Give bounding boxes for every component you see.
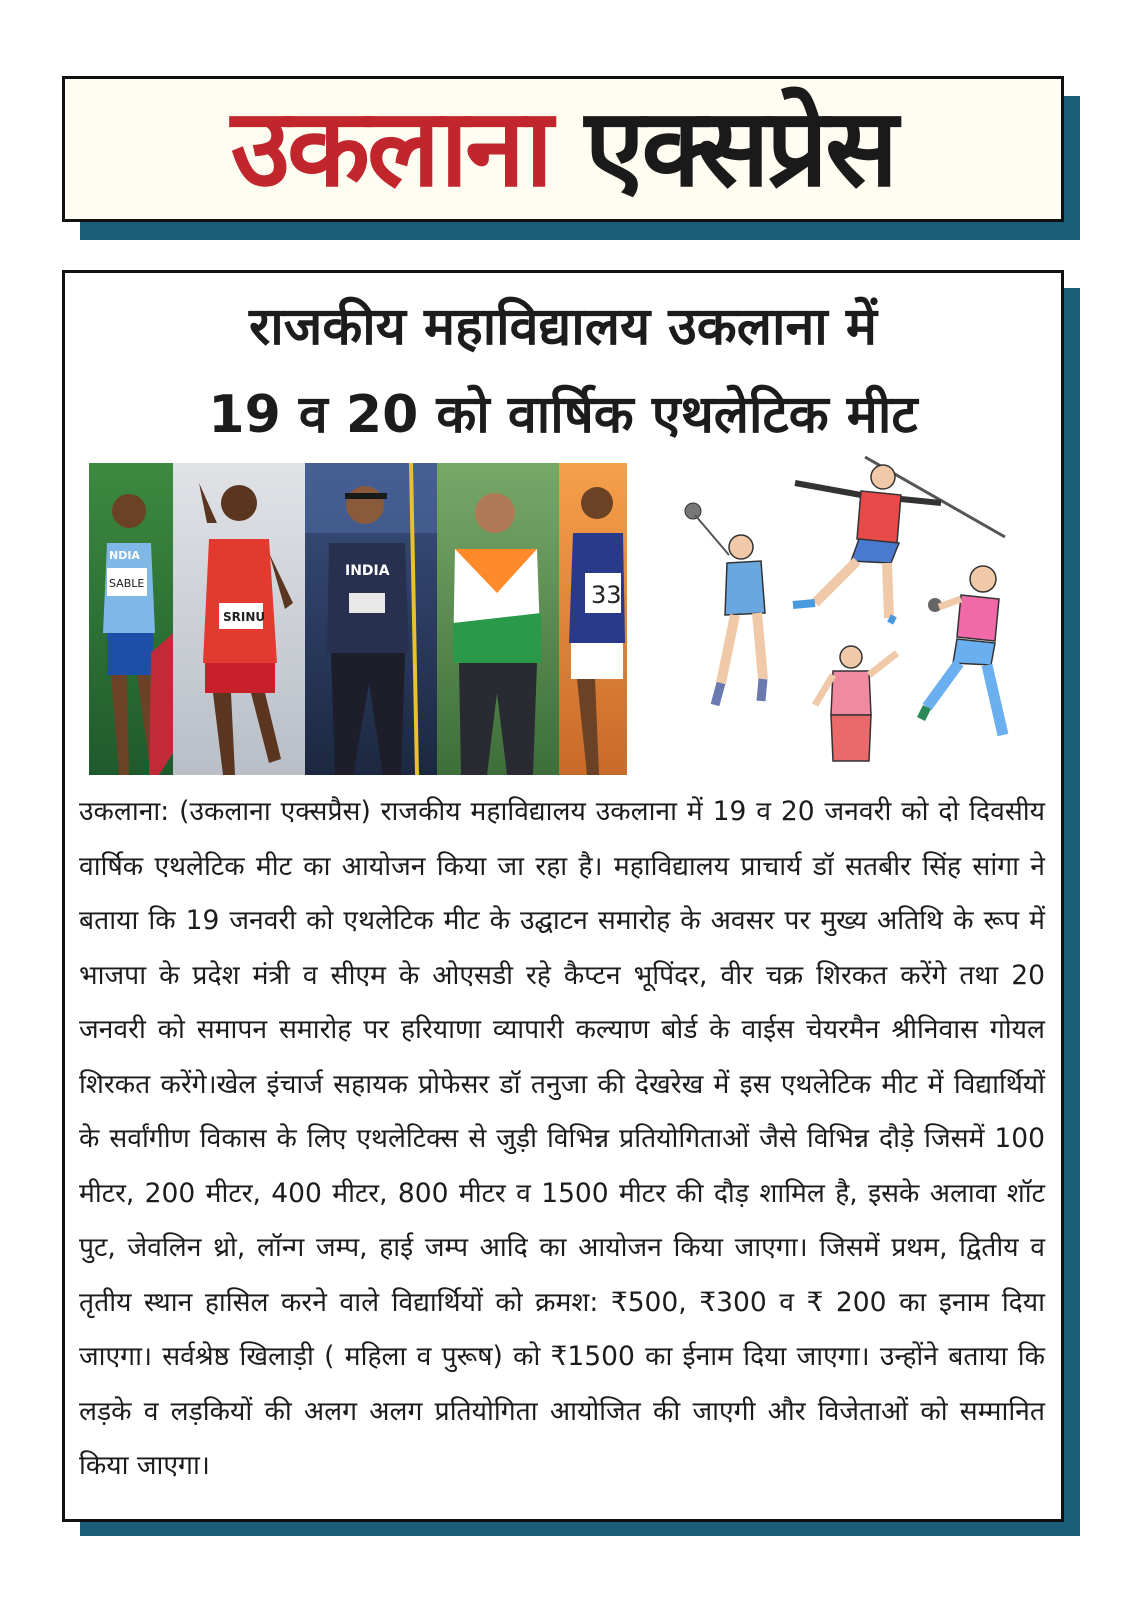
athlete-photo-2: [173, 463, 305, 775]
runner-figure: [89, 463, 173, 775]
athlete-photo-5: [559, 463, 627, 775]
runner-figure: [173, 463, 305, 775]
masthead-title-black: एक्सप्रेस: [584, 86, 896, 211]
bib-text: SABLE: [109, 577, 145, 590]
shirt-text: INDIA: [345, 563, 390, 579]
athletics-illustration: [665, 443, 1035, 773]
masthead: [62, 76, 1064, 222]
masthead-title: [230, 86, 896, 211]
article-box: [62, 270, 1064, 1522]
headline-line-1: राजकीय महाविद्यालय उकलाना में: [249, 297, 877, 357]
javelin-athlete-figure: [305, 463, 437, 775]
shirt-text: NDIA: [109, 549, 140, 562]
hammer-thrower-figure: [685, 503, 765, 705]
runner-figure: [559, 463, 627, 775]
discus-thrower-figure: [815, 646, 897, 761]
athlete-photo-1: [89, 463, 173, 775]
thrower-figure: [437, 463, 559, 775]
article-body: उकलाना: (उकलाना एक्सप्रैस) राजकीय महाविद्यालय उकलाना में 19 व 20 जनवरी को दो दिवसीय वार्षिक एथलेटिक मीट का आयोजन किया जा रहा है। महाविद्यालय प्राचार्य डॉ सतबीर सिंह सांगा ने बताया कि 19 जनवरी को एथलेटिक मीट के उद्घाटन समारोह के अवसर पर मुख्य अतिथि के रूप में भाजपा के प्रदेश मंत्री व सीएम के ओएसडी रहे कैप्टन भूपिंदर, वीर चक्र शिरकत करेंगे तथा 20 जनवरी को समापन समारोह पर हरियाणा व्यापारी कल्याण बोर्ड के वाईस चेयरमैन श्रीनिवास गोयल शिरकत करेंगे।खेल इंचार्ज सहायक प्रोफेसर डॉ तनुजा की देखरेख में इस एथलेटिक मीट में विद्यार्थियों के सर्वांगीण विकास के लिए एथलेटिक्स से जुड़ी विभिन्न प्रतियोगिताओं जैसे विभिन्न दौड़े जिसमें 100 मीटर, 200 मीटर, 400 मीटर, 800 मीटर व 1500 मीटर की दौड़ शामिल है, इसके अलावा शॉट पुट, जेवलिन थ्रो, लॉन्ग जम्प, हाई जम्प आदि का आयोजन किया जाएगा। जिसमें प्रथम, द्वितीय व तृतीय स्थान हासिल करने वाले विद्यार्थियों को क्रमश: ₹500, ₹300 व ₹ 200 का इनाम दिया जाएगा। सर्वश्रेष्ठ खिलाड़ी ( महिला व पुरूष) को ₹1500 का ईनाम दिया जाएगा। उन्होंने बताया कि लड़के व लड़कियों की अलग अलग प्रतियोगिता आयोजित की जाएगी और विजेताओं को सम्मानित किया जाएगा।: [79, 796, 1045, 1481]
masthead-title-red: उकलाना: [230, 86, 551, 211]
shot-putter-figure: [921, 566, 1003, 735]
headline-line-2: 19 व 20 को वार्षिक एथलेटिक मीट: [208, 385, 918, 445]
athlete-photo-3: [305, 463, 437, 775]
athletes-photo-collage: [89, 463, 627, 775]
athlete-photo-4: [437, 463, 559, 775]
bib-text: 33: [591, 581, 622, 609]
headline: [65, 283, 1061, 459]
bib-text: SRINU: [223, 610, 266, 624]
